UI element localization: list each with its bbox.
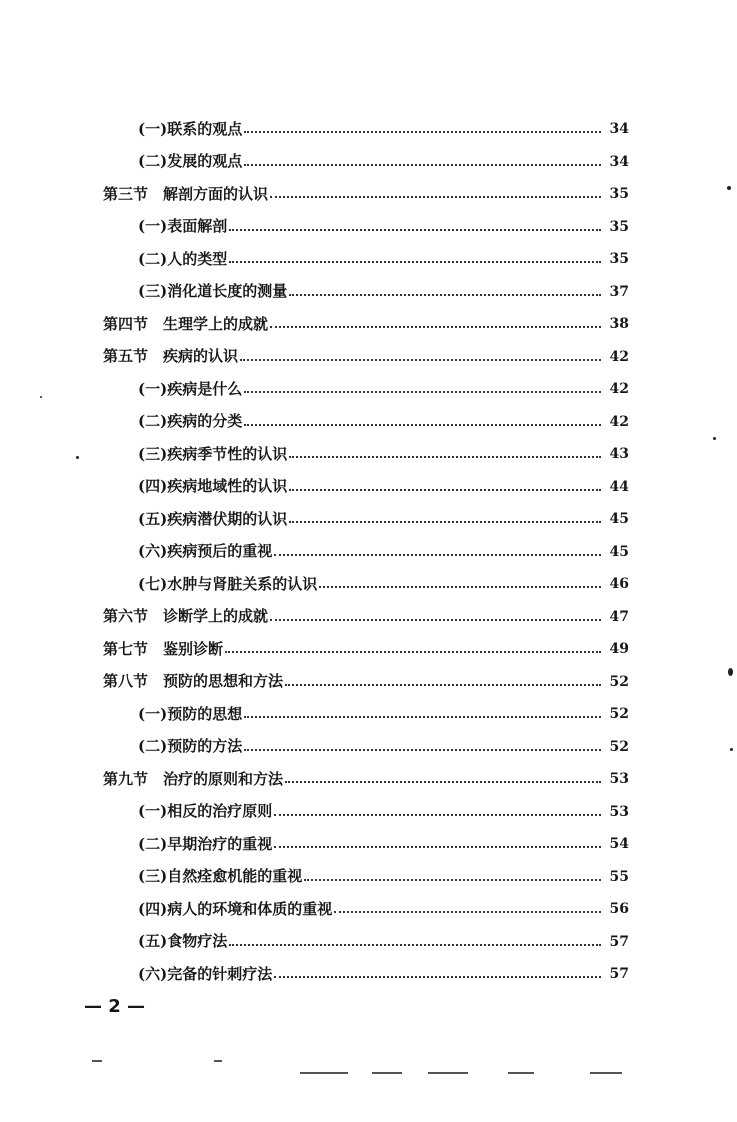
toc-entry-label: (一)疾病是什么 (138, 379, 243, 398)
toc-page-number: 52 (609, 673, 629, 690)
toc-entry-label: (四)疾病地域性的认识 (138, 477, 288, 496)
toc-leader-dots (289, 456, 601, 458)
toc-entry-label: 第三节 解剖方面的认识 (103, 184, 269, 203)
toc-page-number: 45 (609, 511, 629, 528)
toc-page-number: 46 (609, 576, 629, 593)
toc-entry-label: (二)人的类型 (138, 249, 228, 268)
toc-entry-label: 第六节 诊断学上的成就 (103, 607, 269, 626)
toc-subsection-entry (0, 958, 737, 991)
scan-smear (214, 1060, 222, 1062)
toc-subsection-entry (0, 731, 737, 764)
toc-leader-dots (270, 326, 601, 328)
toc-page-number: 42 (609, 381, 629, 398)
toc-page-number: 54 (609, 836, 629, 853)
toc-page-number: 35 (609, 251, 629, 268)
toc-page-number: 53 (609, 771, 629, 788)
toc-subsection-entry (0, 926, 737, 959)
toc-entry-label: (五)食物疗法 (138, 932, 228, 951)
toc-entry-label: (六)完备的针刺疗法 (138, 964, 273, 983)
toc-subsection-entry (0, 211, 737, 244)
toc-section-entry (0, 666, 737, 699)
toc-subsection-entry (0, 471, 737, 504)
toc-page-number: 42 (609, 348, 629, 365)
toc-entry-label: (一)预防的思想 (138, 704, 243, 723)
toc-section-entry (0, 341, 737, 374)
toc-leader-dots (304, 879, 601, 881)
toc-leader-dots (274, 554, 601, 556)
toc-page-number: 52 (609, 738, 629, 755)
toc-entry-label: (二)预防的方法 (138, 737, 243, 756)
toc-entry-label: 第九节 治疗的原则和方法 (103, 769, 284, 788)
toc-page-number: 34 (609, 153, 629, 170)
toc-entry-label: (三)疾病季节性的认识 (138, 444, 288, 463)
toc-subsection-entry (0, 893, 737, 926)
toc-subsection-entry (0, 536, 737, 569)
toc-subsection-entry (0, 113, 737, 146)
toc-entry-label: (一)相反的治疗原则 (138, 802, 273, 821)
toc-leader-dots (289, 489, 601, 491)
toc-leader-dots (240, 359, 601, 361)
toc-leader-dots (270, 619, 601, 621)
toc-page-number: 47 (609, 608, 629, 625)
toc-section-entry (0, 763, 737, 796)
toc-leader-dots (244, 749, 601, 751)
toc-leader-dots (244, 716, 601, 718)
toc-leader-dots (229, 229, 601, 231)
toc-subsection-entry (0, 146, 737, 179)
toc-leader-dots (244, 164, 601, 166)
toc-leader-dots (274, 814, 601, 816)
toc-entry-label: (五)疾病潜伏期的认识 (138, 509, 288, 528)
toc-subsection-entry (0, 276, 737, 309)
toc-subsection-entry (0, 796, 737, 829)
toc-leader-dots (244, 391, 601, 393)
scan-smear (590, 1072, 622, 1074)
toc-subsection-entry (0, 438, 737, 471)
scan-smear (508, 1072, 534, 1074)
toc-entry-label: (六)疾病预后的重视 (138, 542, 273, 561)
toc-leader-dots (244, 131, 601, 133)
toc-section-entry (0, 178, 737, 211)
toc-leader-dots (334, 911, 601, 913)
table-of-contents (0, 113, 737, 991)
toc-subsection-entry (0, 406, 737, 439)
toc-page-number: 53 (609, 803, 629, 820)
toc-page-number: 38 (609, 316, 629, 333)
toc-leader-dots (225, 651, 601, 653)
toc-entry-label: 第八节 预防的思想和方法 (103, 672, 284, 691)
toc-entry-label: (二)疾病的分类 (138, 412, 243, 431)
toc-section-entry (0, 633, 737, 666)
toc-leader-dots (289, 521, 601, 523)
toc-entry-label: (二)早期治疗的重视 (138, 834, 273, 853)
toc-entry-label: (一)联系的观点 (138, 119, 243, 138)
toc-page-number: 55 (609, 868, 629, 885)
toc-page-number: 57 (609, 933, 629, 950)
toc-page-number: 42 (609, 413, 629, 430)
toc-page-number: 37 (609, 283, 629, 300)
page-number: — 2 — (84, 996, 146, 1017)
toc-entry-label: (三)自然痊愈机能的重视 (138, 867, 303, 886)
toc-page-number: 44 (609, 478, 629, 495)
toc-page-number: 43 (609, 446, 629, 463)
toc-leader-dots (285, 684, 601, 686)
toc-entry-label: 第五节 疾病的认识 (103, 347, 239, 366)
scan-smear (300, 1072, 348, 1074)
toc-leader-dots (229, 944, 601, 946)
toc-page-number: 34 (609, 121, 629, 138)
toc-entry-label: (一)表面解剖 (138, 217, 228, 236)
toc-leader-dots (289, 294, 601, 296)
toc-leader-dots (270, 196, 601, 198)
toc-page-number: 49 (609, 641, 629, 658)
toc-leader-dots (229, 261, 601, 263)
toc-subsection-entry (0, 503, 737, 536)
toc-subsection-entry (0, 243, 737, 276)
toc-leader-dots (274, 846, 601, 848)
scan-smear (428, 1072, 468, 1074)
toc-page-number: 45 (609, 543, 629, 560)
toc-entry-label: (二)发展的观点 (138, 152, 243, 171)
toc-subsection-entry (0, 568, 737, 601)
toc-entry-label: 第四节 生理学上的成就 (103, 314, 269, 333)
scan-smear (92, 1060, 102, 1062)
toc-leader-dots (274, 976, 601, 978)
toc-subsection-entry (0, 861, 737, 894)
toc-leader-dots (244, 424, 601, 426)
toc-page-number: 52 (609, 706, 629, 723)
toc-subsection-entry (0, 373, 737, 406)
toc-entry-label: 第七节 鉴别诊断 (103, 639, 224, 658)
toc-page-number: 57 (609, 966, 629, 983)
toc-subsection-entry (0, 828, 737, 861)
toc-entry-label: (三)消化道长度的测量 (138, 282, 288, 301)
toc-section-entry (0, 601, 737, 634)
toc-entry-label: (七)水肿与肾脏关系的认识 (138, 574, 318, 593)
scan-smear (372, 1072, 402, 1074)
toc-page-number: 35 (609, 218, 629, 235)
toc-subsection-entry (0, 698, 737, 731)
toc-page-number: 56 (609, 901, 629, 918)
toc-page-number: 35 (609, 186, 629, 203)
toc-leader-dots (319, 586, 601, 588)
toc-leader-dots (285, 781, 601, 783)
toc-section-entry (0, 308, 737, 341)
toc-entry-label: (四)病人的环境和体质的重视 (138, 899, 333, 918)
